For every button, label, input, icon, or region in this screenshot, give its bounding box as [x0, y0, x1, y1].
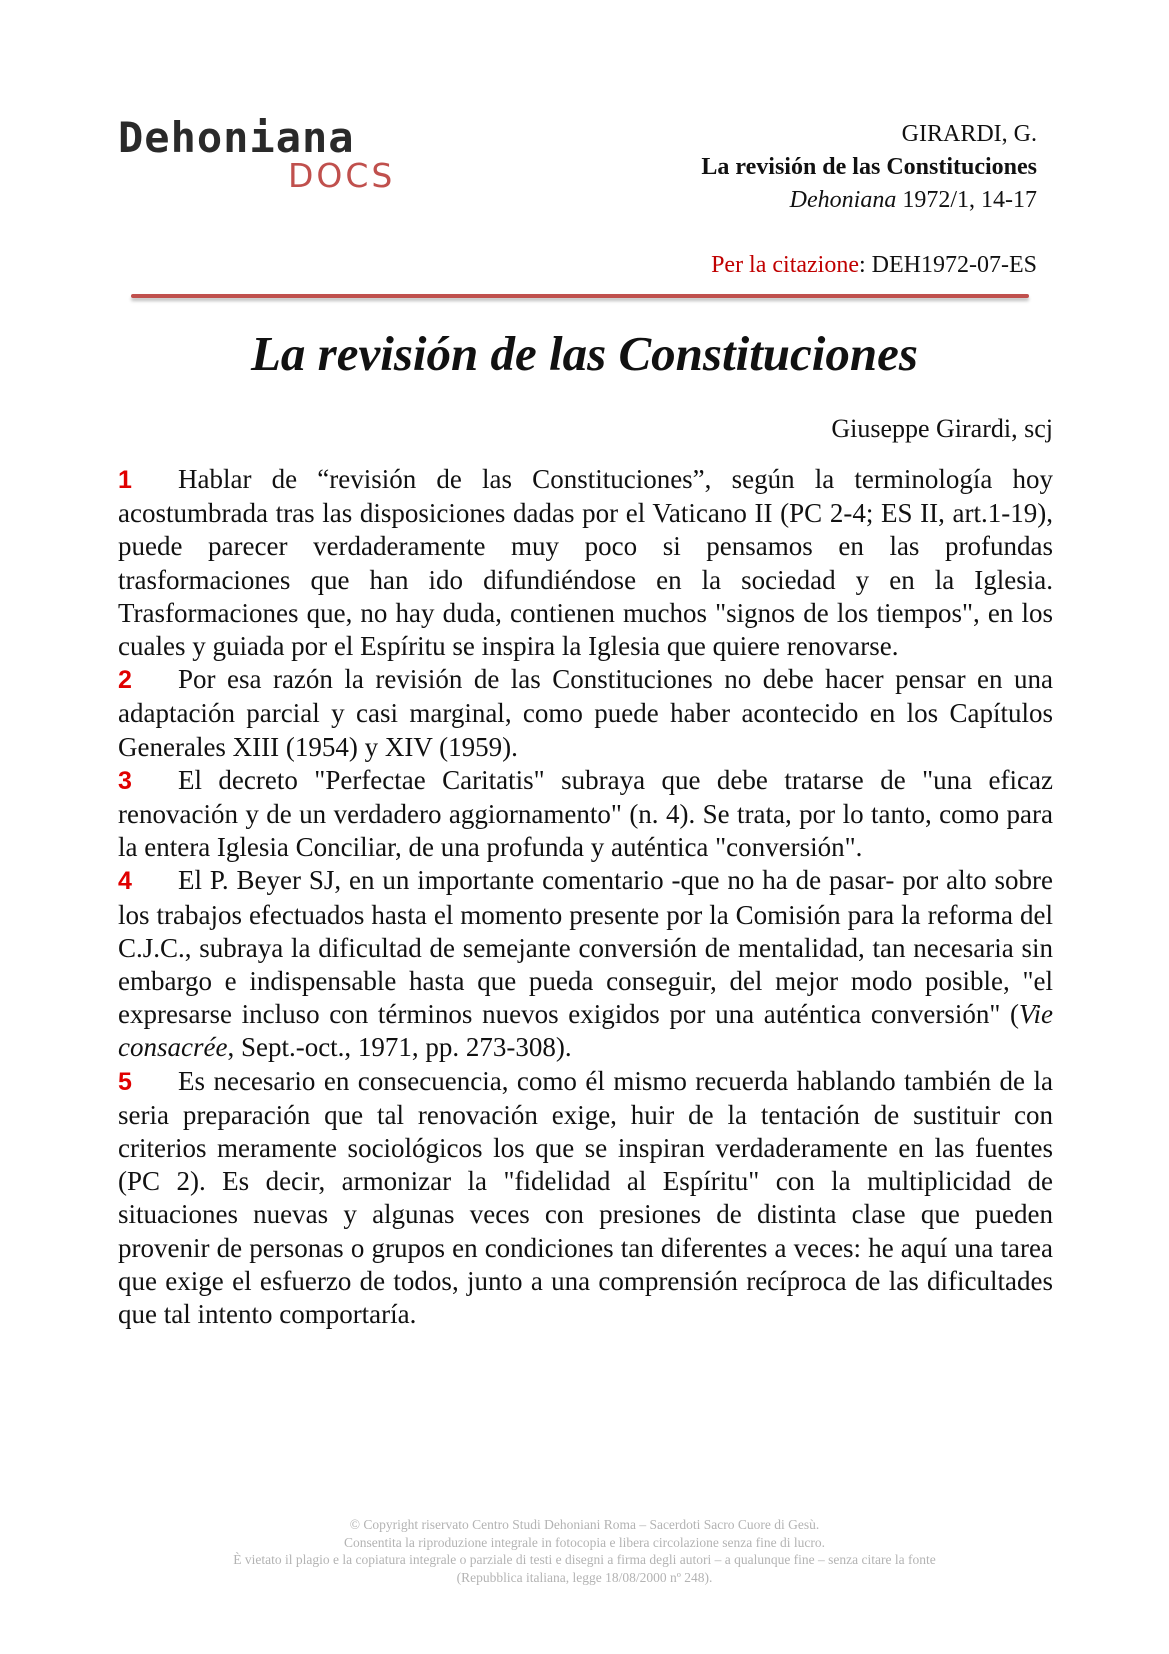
paragraph-5: [118, 1065, 1053, 1332]
paragraph-4: [118, 864, 1053, 1064]
paragraph-text: Hablar de “revisión de las Constituciones”, según la terminología hoy acostumbrada tras las disposiciones dadas por el Vaticano II (PC 2-4; ES II, art.1-19), puede parecer verdaderamente muy poco si pensamos en las profundas trasformaciones que han ido difundiéndose en la sociedad y en la Iglesia. Trasformaciones que, no hay duda, contienen muchos "signos de los tiempos", en los cuales y guiada por el Espíritu se inspira la Iglesia que quiere renovarse.: [118, 464, 1053, 662]
copyright-footer: [0, 1516, 1169, 1586]
footer-line: È vietato il plagio e la copiatura integrale o parziale di testi e disegni a firma degli autori – a qualunque fine – senza citare la fonte: [233, 1552, 936, 1567]
paragraph-1: [118, 463, 1053, 663]
logo-subtitle: DOCS: [288, 156, 396, 195]
paragraph-number: 3: [118, 766, 132, 795]
journal-name: Dehoniana: [789, 187, 897, 213]
paragraph-text: El P. Beyer SJ, en un importante comentario -que no ha de pasar- por alto sobre los trabajos efectuados hasta el momento presente por la Comisión para la reforma del C.J.C., subraya la dificultad de semejante conversión de mentalidad, tan necesaria sin embargo e indispensable hasta que pueda conseguir, del mejor modo posible, "el expresarse incluso con términos nuevos exigidos por una auténtica conversión" (: [118, 865, 1053, 1030]
article-body: [118, 463, 1053, 1331]
journal-issue: 1972/1, 14-17: [896, 187, 1037, 213]
page-title: La revisión de las Constituciones: [250, 326, 918, 381]
byline: Giuseppe Girardi, scj: [831, 414, 1053, 443]
paragraph-text-end: , Sept.-oct., 1971, pp. 273-308).: [227, 1032, 572, 1063]
footer-line: (Repubblica italiana, legge 18/08/2000 nº 248).: [456, 1569, 713, 1585]
citation-separator: :: [859, 252, 872, 278]
reference-title: La revisión de las Constituciones: [701, 154, 1037, 180]
citation-label: Per la citazione: [711, 252, 859, 278]
paragraph-number: 2: [118, 666, 132, 695]
citation-line: [711, 252, 1037, 279]
paragraph-number: 5: [118, 1067, 132, 1096]
header-divider: [131, 294, 1029, 298]
citation-code: DEH1972-07-ES: [871, 252, 1037, 278]
paragraph-number: 4: [118, 867, 132, 896]
paragraph-text: Es necesario en consecuencia, como él mismo recuerda hablando también de la seria preparación que tal renovación exige, huir de la tentación de sustituir con criterios meramente sociológicos los que se inspiran verdaderamente en las fuentes (PC 2). Es decir, armonizar la "fidelidad al Espíritu" con la multiplicidad de situaciones nuevas y algunas veces con presiones de distinta clase que pueden provenir de personas o grupos en condiciones tan diferentes a veces: he aquí una tarea que exige el esfuerzo de todos, junto a una comprensión recíproca de las dificultades que tal intento comportaría.: [118, 1065, 1053, 1330]
paragraph-2: [118, 663, 1053, 764]
paragraph-text-italic: Vie consacrée: [118, 999, 1053, 1063]
logo-wordmark: Dehoniana: [118, 113, 355, 162]
paragraph-3: [118, 764, 1053, 865]
footer-line: Consentita la riproduzione integrale in fotocopia e libera circolazione senza fine di lucro.: [344, 1534, 825, 1550]
paragraph-number: 1: [118, 466, 132, 494]
paragraph-text: El decreto "Perfectae Caritatis" subraya que debe tratarse de "una eficaz renovación y de un verdadero aggiornamento" (n. 4). Se trata, por lo tanto, como para la entera Iglesia Conciliar, de una profunda y auténtica "conversión".: [118, 764, 1053, 863]
reference-block: [701, 118, 1037, 217]
paragraph-text: Por esa razón la revisión de las Constituciones no debe hacer pensar en una adaptación parcial y casi marginal, como puede haber acontecido en los Capítulos Generales XIII (1954) y XIV (1959).: [118, 664, 1053, 762]
dehoniana-docs-logo: [118, 113, 396, 195]
footer-line: © Copyright riservato Centro Studi Dehoniani Roma – Sacerdoti Sacro Cuore di Gesù.: [349, 1517, 820, 1532]
reference-journal: [701, 184, 1037, 217]
reference-author: GIRARDI, G.: [901, 121, 1037, 147]
